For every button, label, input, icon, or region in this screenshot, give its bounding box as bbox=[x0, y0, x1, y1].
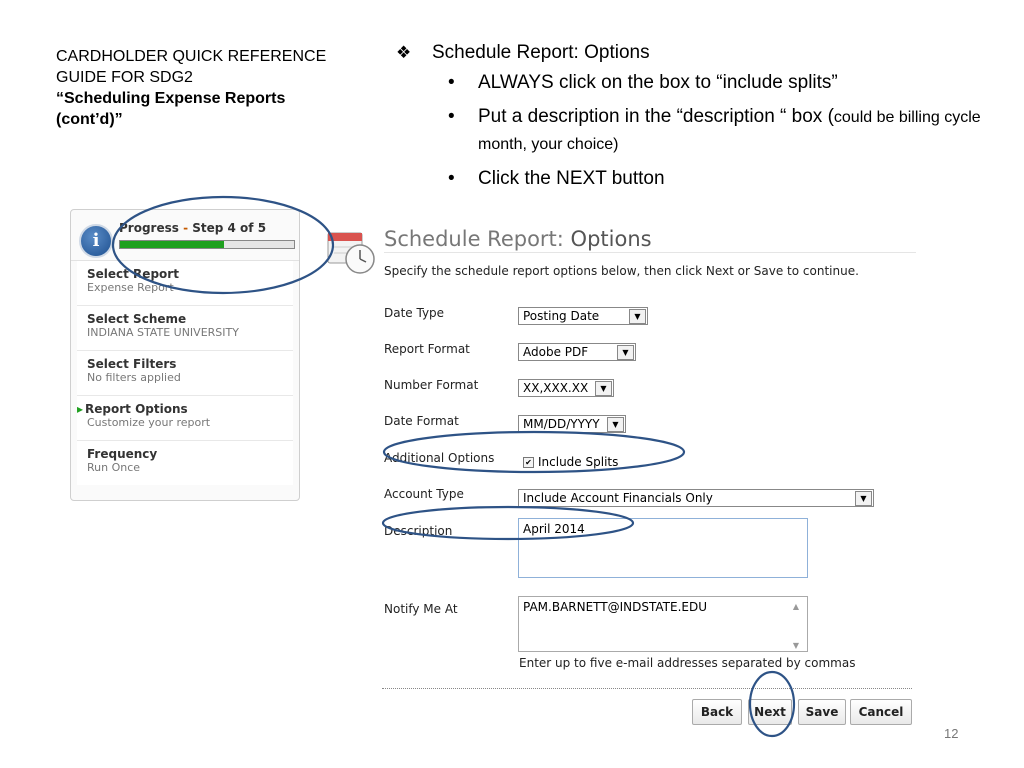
date-format-label: Date Format bbox=[384, 414, 459, 428]
calendar-clock-icon bbox=[326, 229, 376, 275]
report-format-value: Adobe PDF bbox=[523, 345, 589, 359]
additional-options-label: Additional Options bbox=[384, 451, 495, 465]
progress-bar bbox=[119, 240, 295, 249]
dropdown-arrow-icon[interactable]: ▼ bbox=[629, 309, 646, 324]
main-bullet-text: Schedule Report: Options bbox=[432, 42, 650, 63]
include-splits-option[interactable] bbox=[523, 455, 618, 469]
next-button[interactable]: Next bbox=[748, 699, 792, 725]
slide-subtitle-line: (cont’d)” bbox=[56, 111, 123, 128]
slide-subtitle-line: “Scheduling Expense Reports bbox=[56, 90, 286, 107]
include-splits-checkbox[interactable]: ✔ bbox=[523, 457, 534, 468]
slide-title-line: GUIDE FOR SDG2 bbox=[56, 69, 193, 86]
description-label: Description bbox=[384, 524, 453, 538]
step-name: Select Report bbox=[87, 267, 179, 281]
step-detail: INDIANA STATE UNIVERSITY bbox=[87, 326, 239, 339]
cancel-button[interactable]: Cancel bbox=[850, 699, 912, 725]
slide-title bbox=[56, 46, 346, 130]
step-name: Frequency bbox=[87, 447, 158, 461]
sub-bullet-small-text: could be billing cycle month, your choice) bbox=[478, 109, 981, 153]
account-type-label: Account Type bbox=[384, 487, 464, 501]
notify-hint: Enter up to five e-mail addresses separated by commas bbox=[519, 656, 856, 670]
step-detail: Customize your report bbox=[87, 416, 211, 429]
progress-label bbox=[119, 221, 266, 235]
account-type-select[interactable] bbox=[518, 489, 874, 507]
include-splits-label: Include Splits bbox=[538, 455, 619, 469]
date-type-value: Posting Date bbox=[523, 309, 600, 323]
step-frequency[interactable] bbox=[77, 441, 293, 485]
form-title-part: Schedule Re bbox=[384, 227, 514, 251]
divider bbox=[384, 252, 916, 253]
progress-panel bbox=[70, 209, 300, 501]
scroll-down-icon[interactable]: ▼ bbox=[792, 641, 799, 650]
info-icon: i bbox=[79, 224, 113, 258]
number-format-select[interactable] bbox=[518, 379, 614, 397]
description-value: April 2014 bbox=[523, 522, 585, 536]
page-number: 12 bbox=[944, 726, 959, 741]
number-format-label: Number Format bbox=[384, 378, 479, 392]
dropdown-arrow-icon[interactable]: ▼ bbox=[855, 491, 872, 506]
sub-bullet-text: ALWAYS click on the box to “include splits” bbox=[478, 72, 838, 93]
notify-email-value: PAM.BARNETT@INDSTATE.EDU bbox=[523, 600, 708, 614]
dropdown-arrow-icon[interactable]: ▼ bbox=[617, 345, 634, 360]
progress-separator: - bbox=[178, 221, 193, 235]
instruction-bullets bbox=[396, 40, 996, 200]
progress-header bbox=[71, 210, 299, 261]
form-title-part: Options bbox=[570, 227, 652, 251]
description-textarea[interactable] bbox=[518, 518, 808, 578]
date-type-label: Date Type bbox=[384, 306, 445, 320]
step-name: Select Filters bbox=[87, 357, 177, 371]
form-description: Specify the schedule report options below, then click Next or Save to continue. bbox=[384, 264, 859, 278]
sub-bullet-text: Put a description in the “description “ box ( bbox=[478, 106, 834, 127]
step-name: ▸ Report Options bbox=[87, 402, 283, 416]
step-name: Select Scheme bbox=[87, 312, 187, 326]
bullet-dot-icon: • bbox=[448, 106, 455, 127]
form-title-part: port: bbox=[513, 227, 571, 251]
step-select-filters[interactable] bbox=[77, 351, 293, 396]
date-type-select[interactable] bbox=[518, 307, 648, 325]
notify-label: Notify Me At bbox=[384, 602, 458, 616]
diamond-bullet-icon: ❖ bbox=[396, 43, 412, 62]
scroll-up-icon[interactable]: ▲ bbox=[792, 602, 799, 611]
bullet-dot-icon: • bbox=[448, 72, 455, 93]
form-title bbox=[384, 227, 652, 251]
progress-word: Progress bbox=[119, 221, 179, 235]
main-bullet bbox=[396, 40, 996, 66]
notify-email-textarea[interactable] bbox=[518, 596, 808, 652]
report-format-select[interactable] bbox=[518, 343, 636, 361]
step-select-scheme[interactable] bbox=[77, 306, 293, 351]
save-button[interactable]: Save bbox=[798, 699, 846, 725]
step-select-report[interactable] bbox=[77, 261, 293, 306]
sub-bullet bbox=[442, 104, 996, 158]
slide-title-line: CARDHOLDER QUICK REFERENCE bbox=[56, 48, 327, 65]
date-format-value: MM/DD/YYYY bbox=[523, 417, 600, 431]
report-format-label: Report Format bbox=[384, 342, 470, 356]
progress-bar-fill bbox=[120, 241, 224, 248]
date-format-select[interactable] bbox=[518, 415, 626, 433]
dotted-divider bbox=[382, 688, 912, 689]
step-detail: No filters applied bbox=[87, 371, 181, 384]
back-button[interactable]: Back bbox=[692, 699, 742, 725]
dropdown-arrow-icon[interactable]: ▼ bbox=[607, 417, 624, 432]
bullet-dot-icon: • bbox=[448, 168, 455, 189]
progress-step: Step 4 of 5 bbox=[192, 221, 267, 235]
sub-bullet-text: Click the NEXT button bbox=[478, 168, 665, 189]
sub-bullet bbox=[442, 70, 996, 96]
dropdown-arrow-icon[interactable]: ▼ bbox=[595, 381, 612, 396]
number-format-value: XX,XXX.XX bbox=[523, 381, 589, 395]
step-detail: Expense Report bbox=[87, 281, 174, 294]
account-type-value: Include Account Financials Only bbox=[523, 491, 713, 505]
step-detail: Run Once bbox=[87, 461, 141, 474]
sub-bullet bbox=[442, 166, 996, 192]
sub-bullet-list bbox=[442, 70, 996, 192]
step-report-options[interactable] bbox=[77, 396, 293, 441]
